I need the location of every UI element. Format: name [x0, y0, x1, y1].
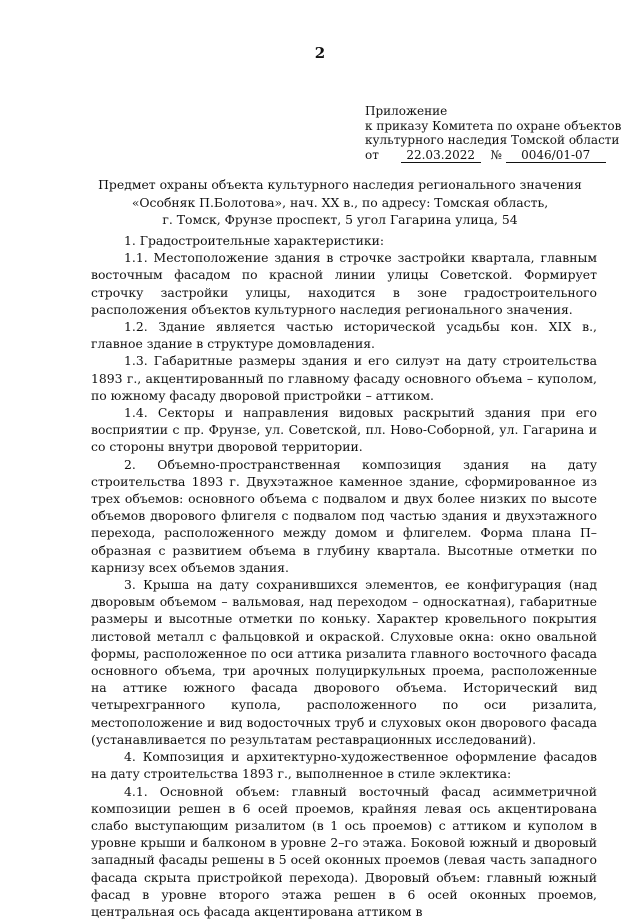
- appendix-line: к приказу Комитета по охране объектов: [365, 119, 605, 134]
- title-line: г. Томск, Фрунзе проспект, 5 угол Гагарина улица, 54: [80, 211, 600, 229]
- appendix-line: Приложение: [365, 104, 605, 119]
- document-title: [80, 176, 600, 229]
- order-date-number-line: [365, 148, 605, 163]
- appendix-line: культурного наследия Томской области: [365, 133, 605, 148]
- from-label: от: [365, 148, 379, 162]
- paragraph-1-1: 1.1. Местоположение здания в строчке застройки квартала, главным восточным фасадом по красной линии улицы Советской. Формирует строчку застройки улицы, находится в зоне градостроительного расположения объектов культурного наследия регионального значения.: [91, 249, 597, 318]
- order-number: 0046/01-07: [506, 149, 606, 163]
- title-line: Предмет охраны объекта культурного наследия регионального значения: [80, 176, 600, 194]
- paragraph-2: 2. Объемно-пространственная композиция здания на дату строительства 1893 г. Двухэтажное каменное здание, сформированное из трех объемов: основного объема с подвалом и двух более низких по высоте объемов дворового флигеля с подвалом под частью здания и двухэтажного перехода, расположенного между домом и флигелем. Форма плана П–образная с развитием объема в глубину квартала. Высотные отметки по карнизу всех объемов здания.: [91, 456, 597, 576]
- document-body: [91, 232, 597, 920]
- number-label: №: [491, 148, 502, 162]
- order-date: 22.03.2022: [401, 149, 481, 163]
- paragraph-1-3: 1.3. Габаритные размеры здания и его силуэт на дату строительства 1893 г., акцентированный по главному фасаду основного объема – куполом, по южному фасаду дворовой пристройки – аттиком.: [91, 352, 597, 404]
- appendix-header: [365, 104, 605, 163]
- paragraph-4-1: 4.1. Основной объем: главный восточный фасад асимметричной композиции решен в 6 осей проемов, крайняя левая ось акцентирована слабо выступающим ризалитом (в 1 ось проемов) с аттиком и куполом в уровне крыши и балконом в уровне 2–го этажа. Боковой южный и дворовый западный фасады решены в 5 осей оконных проемов (левая часть западного фасада скрыта пристройкой перехода). Дворовый объем: главный южный фасад в уровне второго этажа решен в 6 осей оконных проемов, центральная ось фасада акцентирована аттиком в: [91, 783, 597, 920]
- paragraph-3: 3. Крыша на дату сохранившихся элементов, ее конфигурация (над дворовым объемом – вальмовая, над переходом – односкатная), габаритные размеры и высотные отметки по коньку. Характер кровельного покрытия листовой металл с фальцовкой и окраской. Слуховые окна: окно овальной формы, расположенное по оси аттика ризалита главного восточного фасада основного объема, три арочных полуциркульных проема, расположенные на аттике южного фасада дворового объема. Исторический вид четырехгранного купола, расположенного по оси ризалита, местоположение и вид водосточных труб и слуховых окон дворового фасада (устанавливается по результатам реставрационных исследований).: [91, 576, 597, 748]
- paragraph-4: 4. Композиция и архитектурно-художественное оформление фасадов на дату строительства 1893 г., выполненное в стиле эклектика:: [91, 748, 597, 782]
- paragraph-1: 1. Градостроительные характеристики:: [91, 232, 597, 249]
- paragraph-1-2: 1.2. Здание является частью исторической усадьбы кон. XIX в., главное здание в структуре домовладения.: [91, 318, 597, 352]
- paragraph-1-4: 1.4. Секторы и направления видовых раскрытий здания при его восприятии с пр. Фрунзе, ул. Советской, пл. Ново-Соборной, ул. Гагарина и со стороны внутри дворовой территории.: [91, 404, 597, 456]
- title-line: «Особняк П.Болотова», нач. XX в., по адресу: Томская область,: [80, 194, 600, 212]
- page-number: 2: [0, 44, 640, 62]
